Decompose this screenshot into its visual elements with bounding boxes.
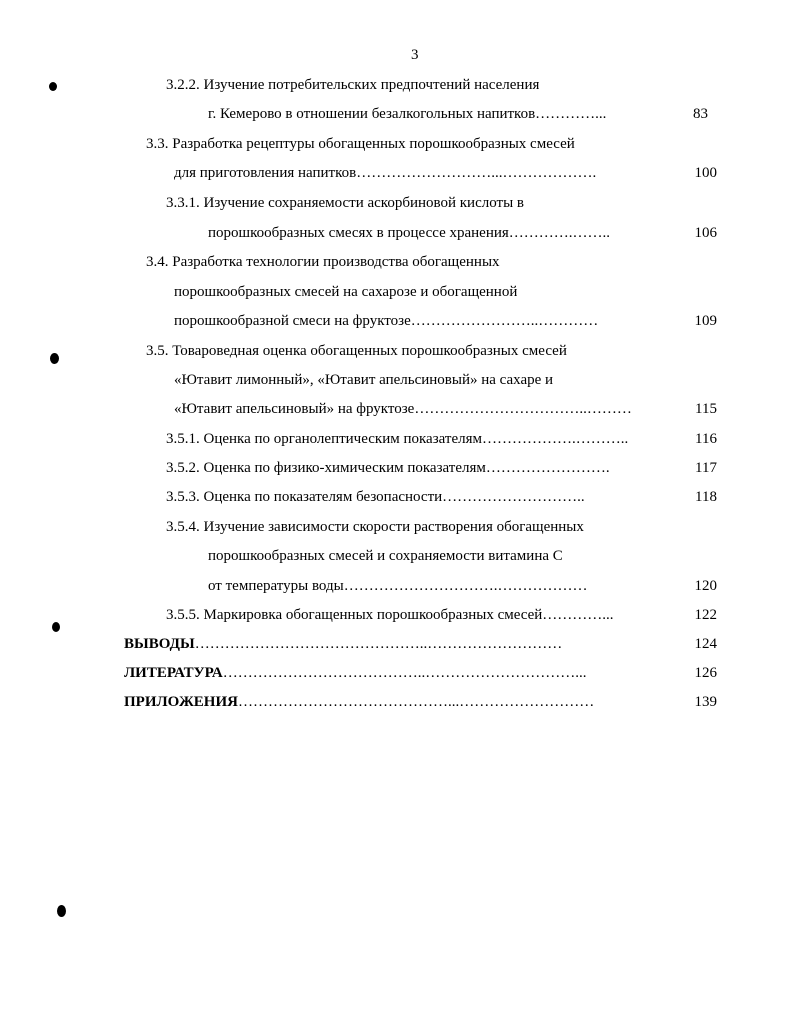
toc-entry-text: ПРИЛОЖЕНИЯ <box>124 694 238 710</box>
toc-entry-text: 3.5.3. Оценка по показателям безопасности <box>166 489 443 505</box>
toc-entry-text: 3.5.2. Оценка по физико-химическим показателям <box>166 460 486 476</box>
toc-entry-dots: ……………………………..……… <box>414 401 632 417</box>
toc-entry-3-5-2 <box>166 459 717 477</box>
toc-entry-3-4-line-3 <box>174 312 717 330</box>
toc-entry-dots: ……………………..………… <box>410 313 599 329</box>
toc-entry-dots: ………………………………………..……………………… <box>194 636 563 652</box>
toc-entry-text: порошкообразных смесях в процессе хранения <box>208 225 509 241</box>
toc-entry-3-5-5 <box>166 606 717 624</box>
toc-entry-page: 126 <box>694 665 717 681</box>
toc-entry-text: ВЫВОДЫ <box>124 636 195 652</box>
toc-entry-text: для приготовления напитков <box>174 165 357 181</box>
toc-entry-3-5-3 <box>166 488 717 506</box>
toc-entry-3-5-line-3 <box>174 400 717 418</box>
toc-entry-dots: ……………….……….. <box>482 431 629 447</box>
page-number: 3 <box>411 47 419 63</box>
scan-mark <box>57 905 66 917</box>
toc-entry-text: от температуры воды <box>208 578 344 594</box>
toc-entry-3-3-1-line-1: 3.3.1. Изучение сохраняемости аскорбиновой кислоты в <box>166 195 525 211</box>
toc-entry-dots: ……………………………………...……………………… <box>237 694 595 710</box>
toc-entry-page: 120 <box>694 578 717 594</box>
toc-entry-3-3-line-1: 3.3. Разработка рецептуры обогащенных порошкообразных смесей <box>146 136 575 152</box>
scan-mark <box>49 82 57 91</box>
toc-entry-dots: …………... <box>542 607 614 623</box>
toc-entry-dots: ……………………….. <box>442 489 585 505</box>
toc-entry-page: 122 <box>694 607 717 623</box>
toc-entry-references <box>124 664 717 682</box>
toc-entry-dots: ……………………. <box>485 460 610 476</box>
toc-entry-dots: …………... <box>535 106 607 122</box>
toc-entry-page: 109 <box>694 313 717 329</box>
toc-entry-3-3-line-2 <box>174 164 717 182</box>
toc-entry-3-2-2-line-2 <box>208 105 708 123</box>
toc-entry-dots: ………….…….. <box>508 225 611 241</box>
toc-entry-text: порошкообразной смеси на фруктозе <box>174 313 411 329</box>
toc-entry-text: ЛИТЕРАТУРА <box>124 665 223 681</box>
toc-entry-3-3-1-line-2 <box>208 224 717 242</box>
toc-entry-3-4-line-1: 3.4. Разработка технологии производства обогащенных <box>146 254 500 270</box>
toc-entry-dots: ………………………...………………. <box>356 165 597 181</box>
toc-entry-3-5-line-2: «Ютавит лимонный», «Ютавит апельсиновый» на сахаре и <box>174 372 554 388</box>
scan-mark <box>52 622 60 632</box>
toc-entry-3-2-2-line-1: 3.2.2. Изучение потребительских предпочтений населения <box>166 77 540 93</box>
toc-entry-dots: ………………………….……………… <box>343 578 588 594</box>
toc-entry-page: 124 <box>694 636 717 652</box>
toc-entry-page: 83 <box>693 106 708 122</box>
toc-entry-conclusions <box>124 635 717 653</box>
toc-entry-page: 117 <box>695 460 717 476</box>
toc-entry-text: «Ютавит апельсиновый» на фруктозе <box>174 401 415 417</box>
toc-entry-dots: …………………………………..…………………………... <box>222 665 587 681</box>
toc-entry-text: 3.5.5. Маркировка обогащенных порошкообразных смесей <box>166 607 543 623</box>
toc-entry-3-5-4-line-1: 3.5.4. Изучение зависимости скорости растворения обогащенных <box>166 519 584 535</box>
toc-entry-3-5-line-1: 3.5. Товароведная оценка обогащенных порошкообразных смесей <box>146 343 567 359</box>
toc-entry-3-5-4-line-3 <box>208 577 717 595</box>
toc-entry-page: 116 <box>695 431 717 447</box>
toc-entry-page: 115 <box>695 401 717 417</box>
scan-mark <box>50 353 59 364</box>
toc-entry-page: 118 <box>695 489 717 505</box>
toc-entry-page: 100 <box>694 165 717 181</box>
toc-entry-page: 106 <box>694 225 717 241</box>
toc-entry-appendices <box>124 693 717 711</box>
toc-entry-3-5-1 <box>166 430 717 448</box>
toc-entry-text: г. Кемерово в отношении безалкогольных напитков <box>208 106 536 122</box>
toc-entry-3-5-4-line-2: порошкообразных смесей и сохраняемости витамина С <box>208 548 563 564</box>
toc-entry-text: 3.5.1. Оценка по органолептическим показателям <box>166 431 483 447</box>
toc-entry-3-4-line-2: порошкообразных смесей на сахарозе и обогащенной <box>174 284 518 300</box>
toc-entry-page: 139 <box>694 694 717 710</box>
